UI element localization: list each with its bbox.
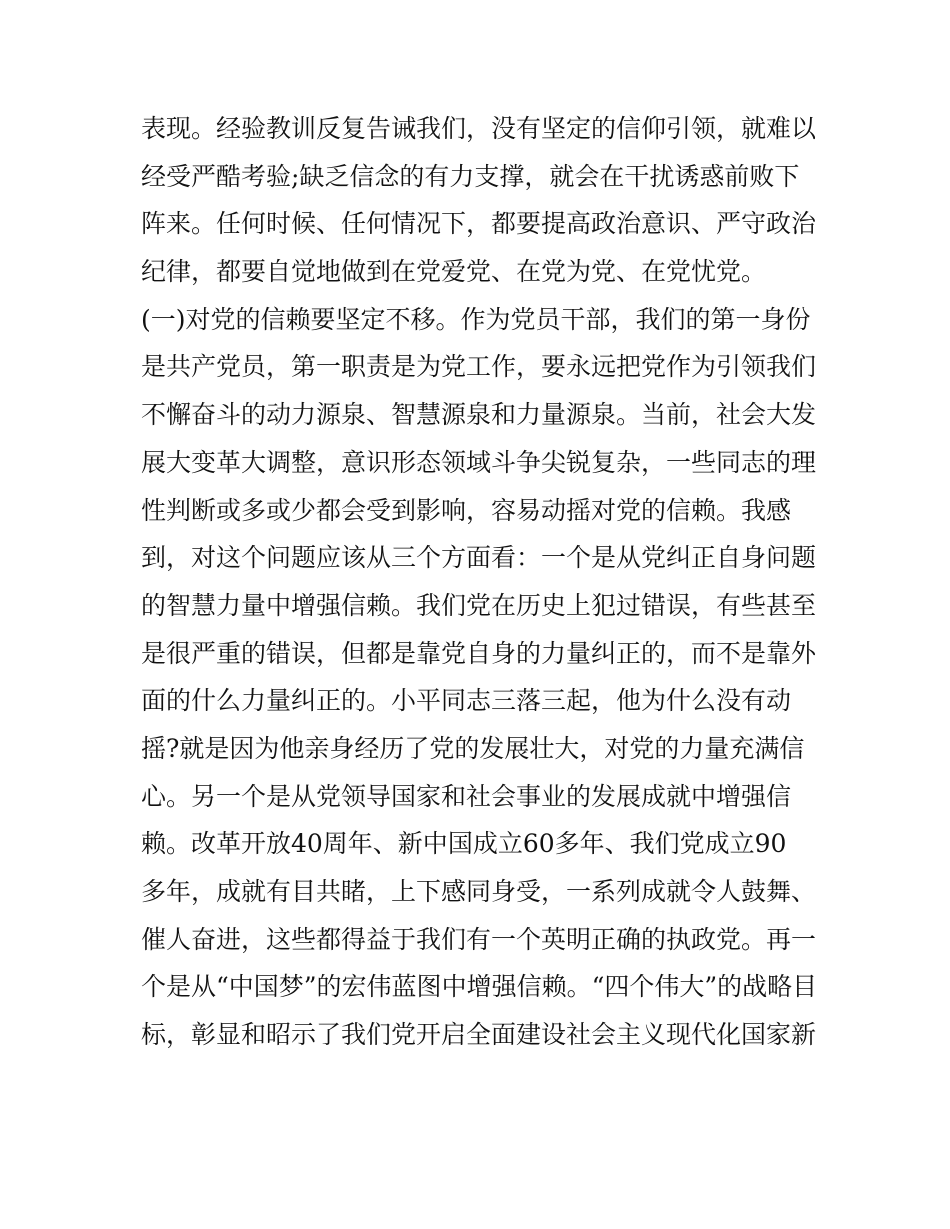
text-line: 摇?就是因为他亲身经历了党的发展壮大，对党的力量充满信 <box>141 733 805 763</box>
text-line: 心。另一个是从党领导国家和社会事业的发展成就中增强信 <box>141 781 792 811</box>
text-line: (一)对党的信赖要坚定不移。作为党员干部，我们的第一身份 <box>141 304 811 334</box>
text-line: 标，彰显和昭示了我们党开启全面建设社会主义现代化国家新 <box>141 1020 817 1050</box>
text-line: 不懈奋斗的动力源泉、智慧源泉和力量源泉。当前，社会大发 <box>141 400 817 430</box>
text-line: 个是从“中国梦”的宏伟蓝图中增强信赖。“四个伟大”的战略目 <box>141 972 818 1002</box>
text-line: 阵来。任何时候、任何情况下，都要提高政治意识、严守政治 <box>141 209 817 239</box>
text-line: 展大变革大调整，意识形态领域斗争尖锐复杂，一些同志的理 <box>141 447 817 477</box>
text-line: 是很严重的错误，但都是靠党自身的力量纠正的，而不是靠外 <box>141 638 817 668</box>
text-line: 是共产党员，第一职责是为党工作，要永远把党作为引领我们 <box>141 352 817 382</box>
text-line: 面的什么力量纠正的。小平同志三落三起，他为什么没有动 <box>141 686 792 716</box>
text-line: 性判断或多或少都会受到影响，容易动摇对党的信赖。我感 <box>141 495 792 525</box>
body-text <box>141 105 821 1059</box>
text-line: 多年，成就有目共睹，上下感同身受，一系列成就令人鼓舞、 <box>141 877 817 906</box>
text-line: 纪律，都要自觉地做到在党爱党、在党为党、在党忧党。 <box>141 257 767 287</box>
text-line: 到，对这个问题应该从三个方面看：一个是从党纠正自身问题 <box>141 543 817 573</box>
text-line: 催人奋进，这些都得益于我们有一个英明正确的执政党。再一 <box>141 924 817 954</box>
text-line: 赖。改革开放40周年、新中国成立60多年、我们党成立90 <box>141 829 787 859</box>
text-line: 经受严酷考验;缺乏信念的有力支撑，就会在干扰诱惑前败下 <box>141 161 800 191</box>
text-line: 的智慧力量中增强信赖。我们党在历史上犯过错误，有些甚至 <box>141 590 817 620</box>
text-line: 表现。经验教训反复告诫我们，没有坚定的信仰引领，就难以 <box>141 114 817 143</box>
